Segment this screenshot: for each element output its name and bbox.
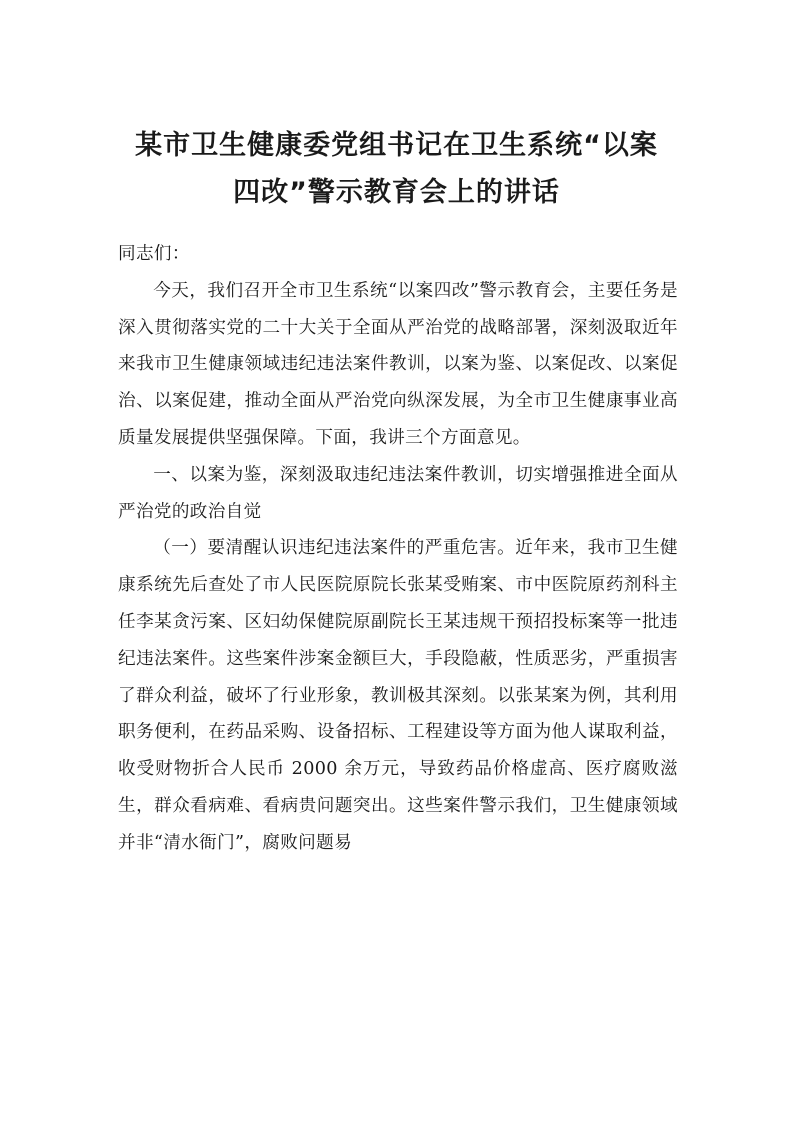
salutation: 同志们：: [118, 244, 190, 264]
document-title: [110, 122, 683, 216]
section-heading-1: 一、以案为鉴，深刻汲取违纪违法案件教训，切实增强推进全面从严治党的政治自觉: [118, 464, 678, 522]
document-body: [118, 236, 678, 862]
title-line-2: 四改”警示教育会上的讲话: [233, 177, 560, 208]
paragraph-intro: 今天，我们召开全市卫生系统“以案四改”警示教育会，主要任务是深入贯彻落实党的二十大关于全面从严治党的战略部署，深刻汲取近年来我市卫生健康领域违纪违法案件教训，以案为鉴、以案促改、以案促治、以案促建，推动全面从严治党向纵深发展，为全市卫生健康事业高质量发展提供坚强保障。下面，我讲三个方面意见。: [118, 280, 678, 448]
paragraph-subsection-1: （一）要清醒认识违纪违法案件的严重危害。近年来，我市卫生健康系统先后查处了市人民医院原院长张某受贿案、市中医院原药剂科主任李某贪污案、区妇幼保健院原副院长王某违规干预招投标案等一批违纪违法案件。这些案件涉案金额巨大，手段隐蔽，性质恶劣，严重损害了群众利益，破坏了行业形象，教训极其深刻。以张某案为例，其利用职务便利，在药品采购、设备招标、工程建设等方面为他人谋取利益，收受财物折合人民币 2000 余万元，导致药品价格虚高、医疗腐败滋生，群众看病难、看病贵问题突出。这些案件警示我们，卫生健康领域并非“清水衙门”，腐败问题易: [118, 538, 678, 853]
title-line-1: 某市卫生健康委党组书记在卫生系统“以案: [135, 130, 658, 161]
